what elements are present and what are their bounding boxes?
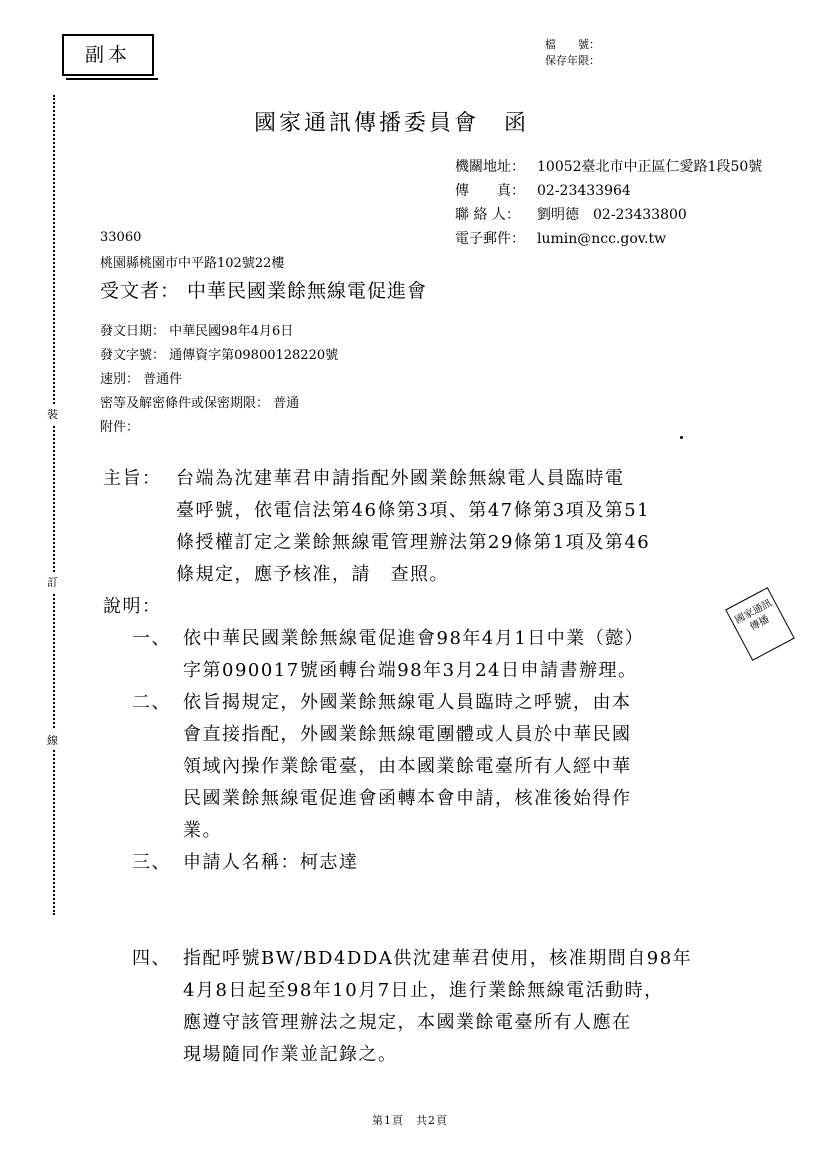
subject-line: 條授權訂定之業餘無線電管理辦法第29條第1項及第46 xyxy=(176,532,651,553)
subject-line: 臺呼號，依電信法第46條第3項、第47條第3項及第51 xyxy=(176,500,651,521)
contact-person-value: 劉明德 02-23433800 xyxy=(537,207,687,223)
binding-mark-staple: 訂 xyxy=(47,572,58,592)
explanation-label: 說明： xyxy=(103,596,162,617)
delivery-speed: 速別： 普通件 xyxy=(100,372,183,387)
explanation-line: 現場隨同作業並記錄之。 xyxy=(183,1044,398,1065)
receipt-stamp: 國家通訊傳播 xyxy=(725,587,795,661)
speck-mark xyxy=(680,436,683,439)
subject-label: 主旨： xyxy=(103,468,162,489)
contact-person-label: 聯 絡 人： xyxy=(455,207,520,223)
address-label: 機關地址： xyxy=(455,159,525,175)
explanation-line: 依旨揭規定，外國業餘無線電人員臨時之呼號，由本 xyxy=(183,692,632,713)
recipient-postcode: 33060 xyxy=(100,230,142,245)
email-value: lumin@ncc.gov.tw xyxy=(537,231,667,247)
explanation-line: 申請人名稱：柯志達 xyxy=(183,852,359,873)
subject-line: 台端為沈建華君申請指配外國業餘無線電人員臨時電 xyxy=(176,468,625,489)
explanation-line: 會直接指配，外國業餘無線電團體或人員於中華民國 xyxy=(183,724,632,745)
explanation-item-number: 四、 xyxy=(132,948,171,969)
fax-row xyxy=(455,180,631,200)
archive-number-label: 檔 號： xyxy=(545,38,600,51)
fax-label: 傳 真： xyxy=(455,183,525,199)
explanation-line: 領域內操作業餘電臺，由本國業餘電臺所有人經中華 xyxy=(183,756,632,777)
explanation-line: 依中華民國業餘無線電促進會98年4月1日中業（懿） xyxy=(183,628,645,649)
binding-mark-line: 線 xyxy=(47,730,58,750)
explanation-line: 字第090017號函轉台端98年3月24日申請書辦理。 xyxy=(183,660,638,681)
contact-person-row xyxy=(455,204,687,224)
page-number: 第1頁 共2頁 xyxy=(372,1114,448,1127)
binding-mark-bind: 裝 xyxy=(47,404,58,424)
email-label: 電子郵件： xyxy=(455,231,525,247)
fax-value: 02-23433964 xyxy=(537,183,631,199)
document-title: 國家通訊傳播委員會 函 xyxy=(254,111,530,136)
explanation-line: 民國業餘無線電促進會函轉本會申請，核准後始得作 xyxy=(183,788,632,809)
explanation-line: 4月8日起至98年10月7日止，進行業餘無線電活動時， xyxy=(183,980,664,1001)
explanation-item-number: 二、 xyxy=(132,692,171,713)
attachment-label: 附件： xyxy=(100,420,140,435)
secrecy-level: 密等及解密條件或保密期限： 普通 xyxy=(100,396,300,411)
subject-line: 條規定，應予核准，請 查照。 xyxy=(176,564,449,585)
document-number: 發文字號： 通傳資字第09800128220號 xyxy=(100,348,339,363)
email-row xyxy=(455,228,666,248)
copy-stamp: 副本 xyxy=(62,34,154,76)
explanation-item-number: 一、 xyxy=(132,628,171,649)
recipient-address: 桃園縣桃園市中平路102號22樓 xyxy=(100,256,285,271)
address-row xyxy=(455,156,762,176)
explanation-line: 業。 xyxy=(183,820,222,841)
explanation-line: 指配呼號BW/BD4DDA供沈建華君使用，核准期間自98年 xyxy=(183,948,693,969)
explanation-line: 應遵守該管理辦法之規定，本國業餘電臺所有人應在 xyxy=(183,1012,632,1033)
explanation-item-number: 三、 xyxy=(132,852,171,873)
binding-dotted-line xyxy=(53,95,55,915)
retention-period-label: 保存年限： xyxy=(545,54,600,67)
issue-date: 發文日期： 中華民國98年4月6日 xyxy=(100,324,294,339)
address-value: 10052臺北市中正區仁愛路1段50號 xyxy=(537,159,763,175)
recipient: 受文者： 中華民國業餘無線電促進會 xyxy=(100,280,428,302)
